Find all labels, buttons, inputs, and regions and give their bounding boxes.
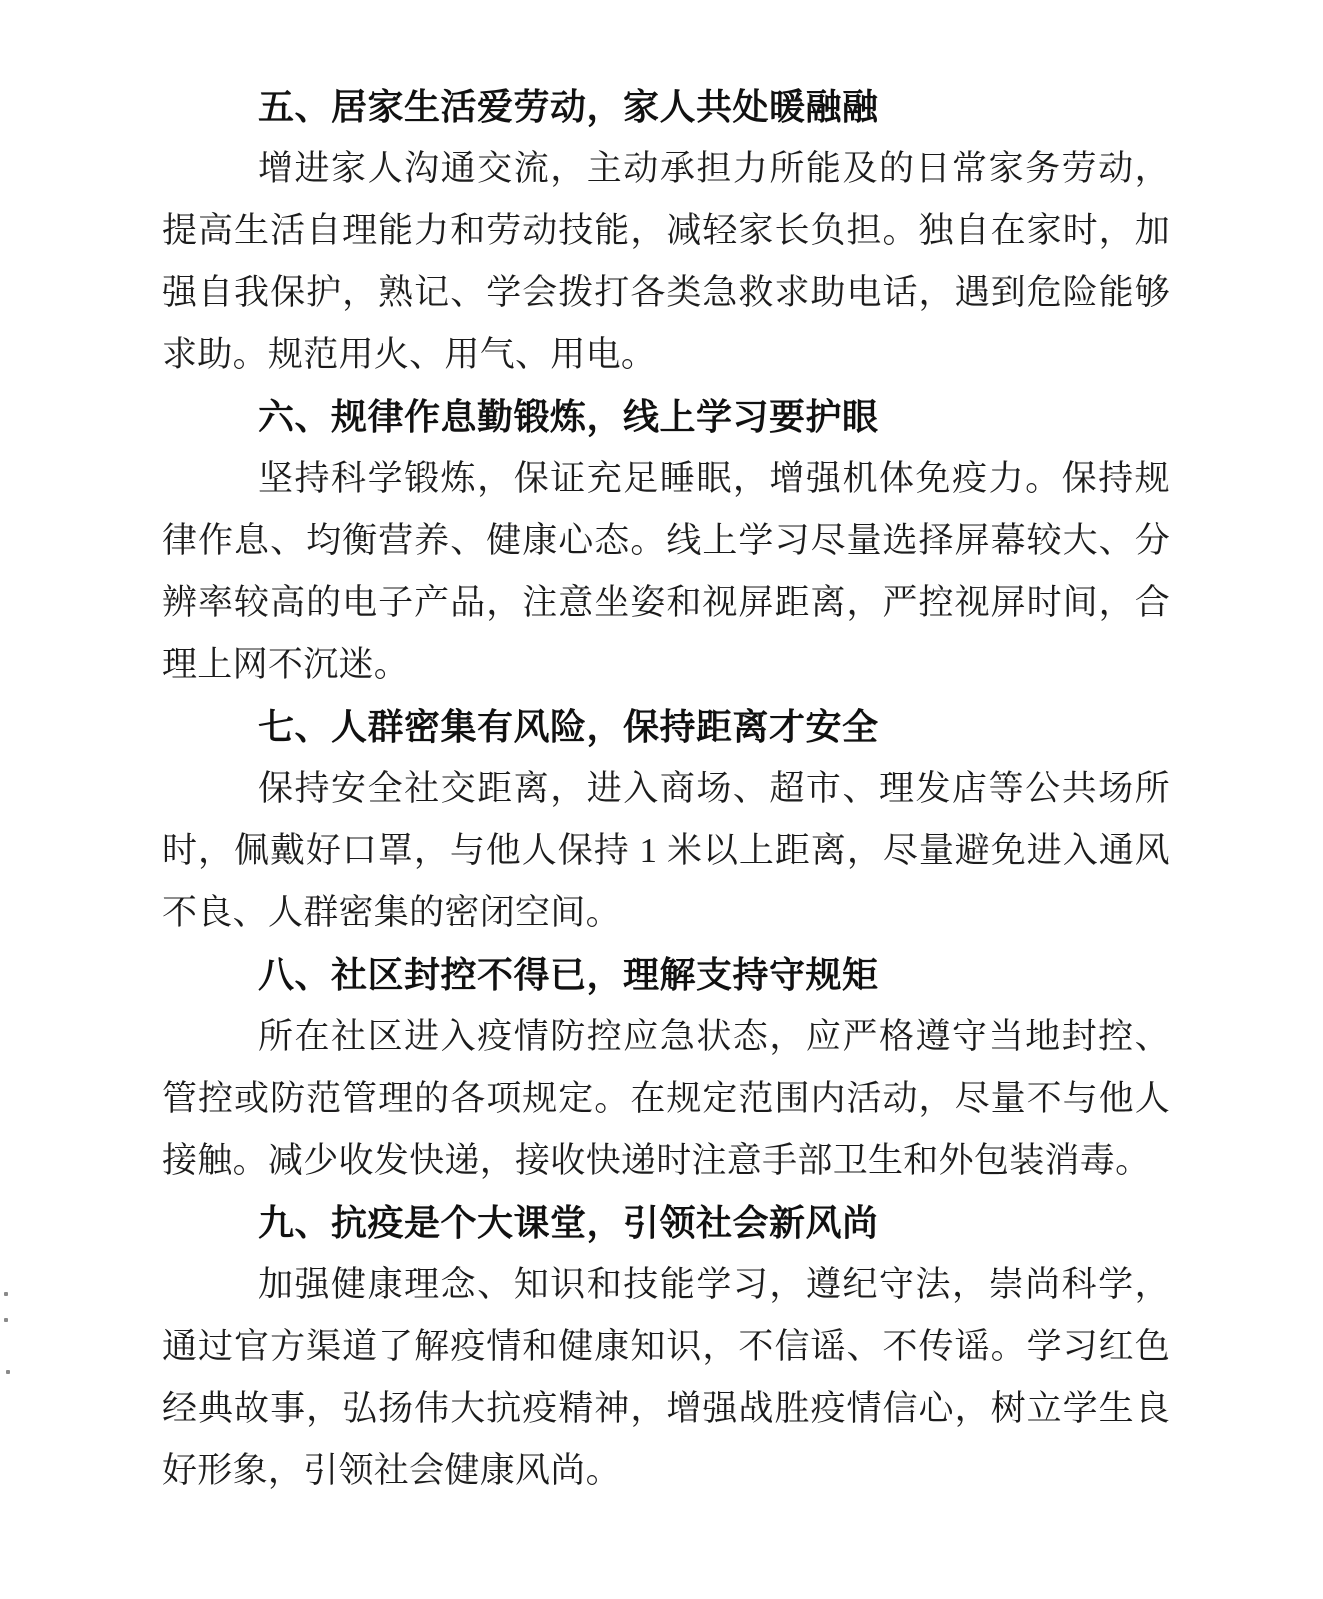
- section-paragraph: 所在社区进入疫情防控应急状态，应严格遵守当地封控、管控或防范管理的各项规定。在规定范围内活动，尽量不与他人接触。减少收发快递，接收快递时注意手部卫生和外包装消毒。: [162, 1017, 1170, 1180]
- scan-speck: [6, 1370, 10, 1374]
- section-paragraph: 增进家人沟通交流，主动承担力所能及的日常家务劳动，提高生活自理能力和劳动技能，减轻家长负担。独自在家时，加强自我保护，熟记、学会拨打各类急救求助电话，遇到危险能够求助。规范用火、用气、用电。: [162, 149, 1170, 374]
- section-heading: 六、规律作息勤锻炼，线上学习要护眼: [258, 396, 879, 437]
- document-section: [162, 1192, 1170, 1502]
- section-paragraph: 坚持科学锻炼，保证充足睡眠，增强机体免疫力。保持规律作息、均衡营养、健康心态。线上学习尽量选择屏幕较大、分辨率较高的电子产品，注意坐姿和视屏距离，严控视屏时间，合理上网不沉迷。: [162, 459, 1170, 684]
- section-paragraph: 加强健康理念、知识和技能学习，遵纪守法，崇尚科学，通过官方渠道了解疫情和健康知识，不信谣、不传谣。学习红色经典故事，弘扬伟大抗疫精神，增强战胜疫情信心，树立学生良好形象，引领社会健康风尚。: [162, 1265, 1170, 1490]
- section-heading: 七、人群密集有风险，保持距离才安全: [258, 706, 879, 747]
- document-section: [162, 944, 1170, 1192]
- scan-speck: [4, 1318, 8, 1322]
- section-heading: 九、抗疫是个大课堂，引领社会新风尚: [258, 1202, 879, 1243]
- document-section: [162, 696, 1170, 944]
- scan-speck: [4, 1292, 8, 1296]
- document-section: [162, 76, 1170, 386]
- document-section: [162, 386, 1170, 696]
- section-heading: 八、社区封控不得已，理解支持守规矩: [258, 954, 879, 995]
- section-paragraph: 保持安全社交距离，进入商场、超市、理发店等公共场所时，佩戴好口罩，与他人保持 1 米以上距离，尽量避免进入通风不良、人群密集的密闭空间。: [162, 769, 1170, 932]
- section-heading: 五、居家生活爱劳动，家人共处暖融融: [258, 86, 879, 127]
- document-body: [162, 76, 1170, 1502]
